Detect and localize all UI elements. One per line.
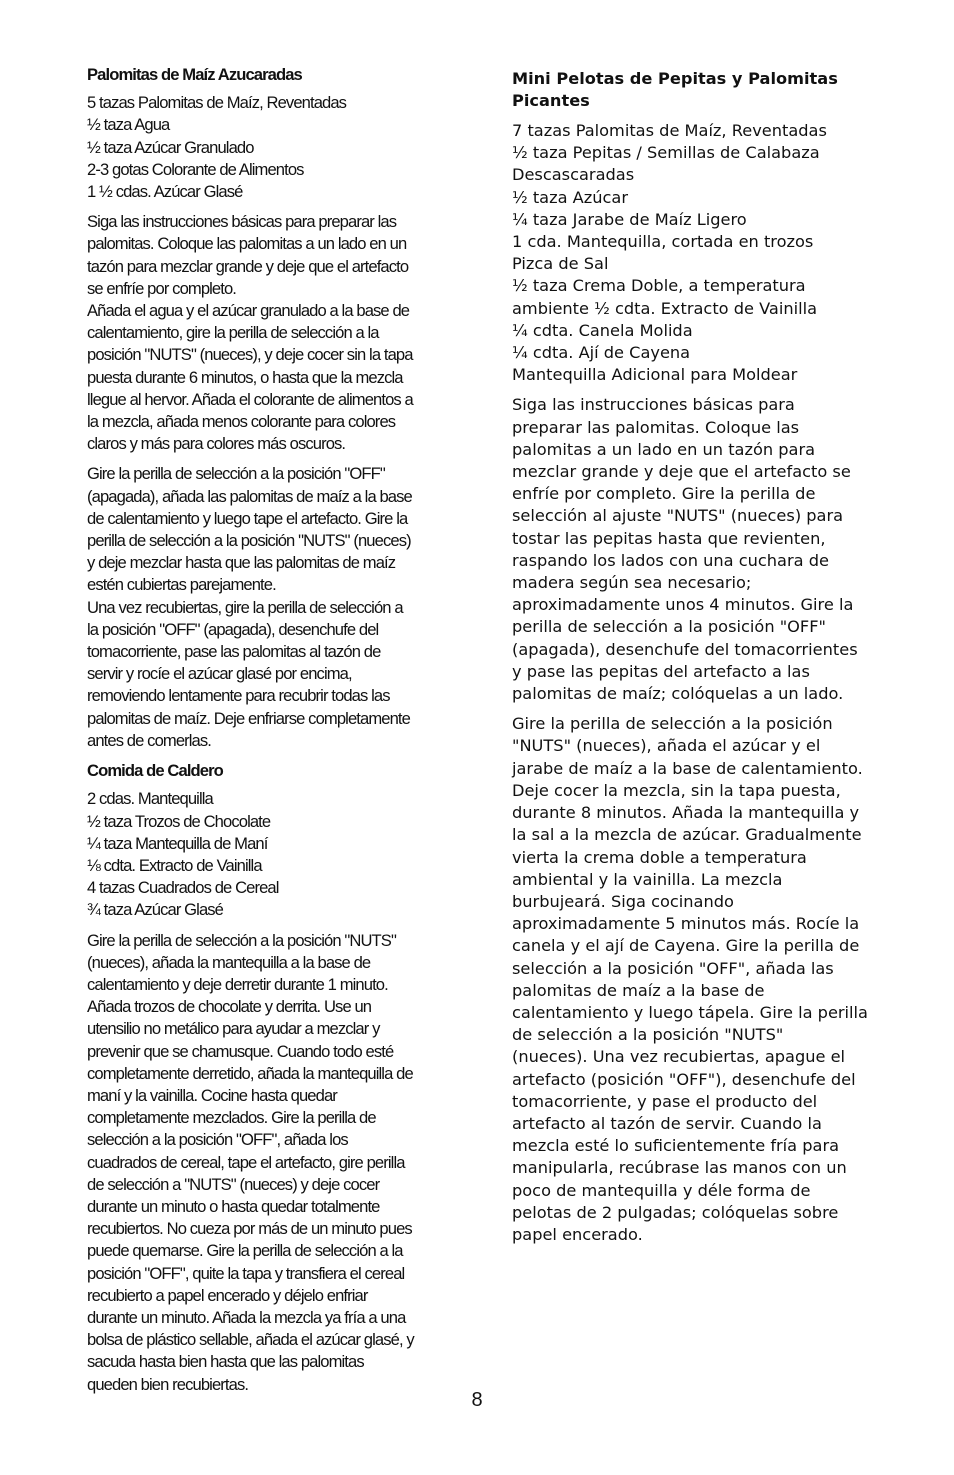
text-line: raspando los lados con una cuchara de xyxy=(512,550,829,570)
text-line: recubiertos. No cueza por más de un minuto pues xyxy=(87,1219,412,1239)
text-line: tomacorriente, y pase el producto del xyxy=(512,1091,818,1111)
text-line: cuadrados de cereal, tape el artefacto, gire perilla xyxy=(87,1152,405,1172)
text-line: puesta durante 6 minutos, o hasta que la mezcla xyxy=(87,367,403,387)
text-line: "NUTS" (nueces), añada el azúcar y el xyxy=(512,736,821,756)
text-line: aproximadamente 5 minutos más. Rocíe la xyxy=(512,914,860,934)
text-line: Mantequilla Adicional para Moldear xyxy=(512,365,798,385)
text-line: 5 tazas Palomitas de Maíz, Reventadas xyxy=(87,93,347,113)
text-line: antes de comerlas. xyxy=(87,730,211,750)
text-line: ¼ cdta. Ají de Cayena xyxy=(512,343,691,363)
text-line: calentamiento y deje derretir durante 1 minuto. xyxy=(87,974,388,994)
text-line: perilla de selección a la posición "NUTS" (nueces) xyxy=(87,531,411,551)
text-line: y pase las pepitas del artefacto a las xyxy=(512,661,810,681)
text-line: llegue al hervor. Añada el colorante de alimentos a xyxy=(87,389,413,409)
text-line: sacuda hasta bien hasta que las palomitas xyxy=(87,1352,364,1372)
text-line: servir y rocíe el azúcar glasé por encima, xyxy=(87,664,352,684)
text-line: puede quemarse. Gire la perilla de selección a la xyxy=(87,1241,403,1261)
text-line: artefacto (posición "OFF"), desenchufe del xyxy=(512,1069,856,1089)
text-line: posición "OFF", quite la tapa y transfiera el cereal xyxy=(87,1263,405,1283)
text-line: ½ taza Azúcar xyxy=(512,187,628,207)
text-line: ¼ taza Mantequilla de Maní xyxy=(87,833,268,853)
text-line: Mini Pelotas de Pepitas y Palomitas xyxy=(512,69,838,88)
text-line: ½ taza Trozos de Chocolate xyxy=(87,811,271,831)
right-column xyxy=(512,68,896,1254)
text-line: jarabe de maíz a la base de calentamiento. xyxy=(512,758,863,778)
text-line: vierta la crema doble a temperatura xyxy=(512,847,807,867)
text-line: ½ taza Crema Doble, a temperatura xyxy=(512,276,806,296)
recipe-title xyxy=(512,68,896,112)
text-line: palomitas de maíz. Deje enfriarse completamente xyxy=(87,708,410,728)
text-line: Gire la perilla de selección a la posición xyxy=(512,714,833,734)
text-line: calentamiento y luego tápela. Gire la perilla xyxy=(512,1002,868,1022)
text-line: palomitas de maíz a la base de xyxy=(512,980,765,1000)
text-line: ¾ taza Azúcar Glasé xyxy=(87,900,224,920)
text-line: mezclar grande y deje que el artefacto se xyxy=(512,462,851,482)
text-line: selección a la posición "OFF", añada los xyxy=(87,1130,348,1150)
text-line: bolsa de plástico sellable, añada el azúcar glasé, y xyxy=(87,1330,414,1350)
text-line: maní y la vainilla. Cocine hasta quedar xyxy=(87,1085,337,1105)
instructions-paragraph xyxy=(512,713,896,1246)
text-line: recubierto a papel encerado y déjelo enfriar xyxy=(87,1285,368,1305)
text-line: de selección a "NUTS" (nueces) y deje cocer xyxy=(87,1174,380,1194)
text-line: la mezcla, añada menos colorante para colores xyxy=(87,412,396,432)
text-line: ambiente ½ cdta. Extracto de Vainilla xyxy=(512,298,818,318)
text-line: Picantes xyxy=(512,91,590,110)
text-line: Una vez recubiertas, gire la perilla de selección a xyxy=(87,597,403,617)
text-line: Pizca de Sal xyxy=(512,254,609,274)
text-line: 4 tazas Cuadrados de Cereal xyxy=(87,878,279,898)
text-line: (apagada), añada las palomitas de maíz a la base xyxy=(87,486,412,506)
left-column xyxy=(87,64,467,1404)
instructions-paragraph xyxy=(87,930,467,1396)
text-line: ¼ taza Jarabe de Maíz Ligero xyxy=(512,209,747,229)
text-line: durante un minuto. Añada la mezcla ya fría a una xyxy=(87,1307,406,1327)
ingredient-list xyxy=(512,120,896,386)
instructions-paragraph xyxy=(512,394,896,705)
text-line: durante 8 minutos. Añada la mantequilla y xyxy=(512,803,860,823)
text-line: 1 cda. Mantequilla, cortada en trozos xyxy=(512,232,814,252)
text-line: ½ taza Azúcar Granulado xyxy=(87,137,254,157)
text-line: canela y el ají de Cayena. Gire la perilla de xyxy=(512,936,860,956)
text-line: ½ taza Pepitas / Semillas de Calabaza xyxy=(512,143,820,163)
ingredient-list xyxy=(87,788,467,921)
instructions-paragraph xyxy=(87,211,467,455)
text-line: selección al ajuste "NUTS" (nueces) para xyxy=(512,506,844,526)
text-line: palomitas de maíz; colóquelas a un lado. xyxy=(512,684,844,704)
recipe-title: Comida de Caldero xyxy=(87,761,223,781)
text-line: removiendo lentamente para recubrir todas las xyxy=(87,686,390,706)
text-line: y deje mezclar hasta que las palomitas de maíz xyxy=(87,553,396,573)
text-line: papel encerado. xyxy=(512,1224,643,1244)
text-line: la sal a la mezcla de azúcar. Gradualmente xyxy=(512,825,862,845)
text-line: palomitas. Coloque las palomitas a un lado en un xyxy=(87,234,407,254)
text-line: tazón para mezclar grande y deje que el artefacto xyxy=(87,256,409,276)
text-line: 1 ½ cdas. Azúcar Glasé xyxy=(87,182,243,202)
text-line: ⅛ cdta. Extracto de Vainilla xyxy=(87,855,262,875)
text-line: completamente mezclados. Gire la perilla de xyxy=(87,1108,376,1128)
text-line: ¼ cdta. Canela Molida xyxy=(512,320,693,340)
text-line: Gire la perilla de selección a la posición "OFF" xyxy=(87,464,385,484)
text-line: palomitas a un lado en un tazón para xyxy=(512,439,816,459)
text-line: Siga las instrucciones básicas para preparar las xyxy=(87,212,397,232)
text-line: selección a la posición "OFF", añada las xyxy=(512,958,834,978)
text-line: (nueces). Una vez recubiertas, apague el xyxy=(512,1047,846,1067)
text-line: la posición "OFF" (apagada), desenchufe del xyxy=(87,619,379,639)
text-line: completamente derretido, añada la mantequilla de xyxy=(87,1063,413,1083)
instructions-paragraph xyxy=(87,463,467,752)
text-line: Deje cocer la mezcla, sin la tapa puesta, xyxy=(512,780,841,800)
text-line: Descascaradas xyxy=(512,165,635,185)
text-line: poco de mantequilla y déle forma de xyxy=(512,1180,811,1200)
text-line: ambiental y la vainilla. La mezcla xyxy=(512,869,783,889)
text-line: se enfríe por completo. xyxy=(87,278,237,298)
page-number: 8 xyxy=(471,1389,483,1411)
text-line: de calentamiento y luego tape el artefacto. Gire la xyxy=(87,508,408,528)
text-line: (nueces), añada la mantequilla a la base de xyxy=(87,952,371,972)
text-line: burbujeará. Siga cocinando xyxy=(512,891,734,911)
text-line: queden bien recubiertas. xyxy=(87,1374,249,1394)
text-line: 2-3 gotas Colorante de Alimentos xyxy=(87,159,304,179)
text-line: ½ taza Agua xyxy=(87,115,170,135)
text-line: enfríe por completo. Gire la perilla de xyxy=(512,484,816,504)
text-line: durante un minuto o hasta quedar totalmente xyxy=(87,1196,380,1216)
text-line: artefacto al tazón de servir. Cuando la xyxy=(512,1113,822,1133)
recipe-title: Palomitas de Maíz Azucaradas xyxy=(87,65,302,84)
text-line: posición "NUTS" (nueces), y deje cocer sin la tapa xyxy=(87,345,413,365)
text-line: estén cubiertas parejamente. xyxy=(87,575,276,595)
text-line: de selección a la posición "NUTS" xyxy=(512,1025,784,1045)
text-line: claros y más para colores más oscuros. xyxy=(87,434,346,454)
text-line: tomacorriente, pase las palomitas al tazón de xyxy=(87,642,381,662)
text-line: Siga las instrucciones básicas para xyxy=(512,395,795,415)
text-line: tostar las pepitas hasta que revienten, xyxy=(512,528,826,548)
text-line: preparar las palomitas. Coloque las xyxy=(512,417,800,437)
text-line: aproximadamente unos 4 minutos. Gire la xyxy=(512,595,854,615)
text-line: perilla de selección a la posición "OFF" xyxy=(512,617,826,637)
ingredient-list xyxy=(87,92,467,203)
text-line: utensilio no metálico para ayudar a mezclar y xyxy=(87,1019,380,1039)
text-line: 2 cdas. Mantequilla xyxy=(87,789,213,809)
text-line: mezcla esté lo suficientemente fría para xyxy=(512,1136,840,1156)
text-line: pelotas de 2 pulgadas; colóquelas sobre xyxy=(512,1202,839,1222)
text-line: Gire la perilla de selección a la posición "NUTS" xyxy=(87,930,396,950)
text-line: manipularla, recúbrase las manos con un xyxy=(512,1158,847,1178)
text-line: (apagada), desenchufe del tomacorrientes xyxy=(512,639,858,659)
text-line: 7 tazas Palomitas de Maíz, Reventadas xyxy=(512,121,827,140)
text-line: prevenir que se chamusque. Cuando todo esté xyxy=(87,1041,394,1061)
text-line: madera según sea necesario; xyxy=(512,573,752,593)
text-line: Añada trozos de chocolate y derrita. Use un xyxy=(87,997,372,1017)
text-line: Añada el agua y el azúcar granulado a la base de xyxy=(87,301,410,321)
text-line: calentamiento, gire la perilla de selección a la xyxy=(87,323,379,343)
